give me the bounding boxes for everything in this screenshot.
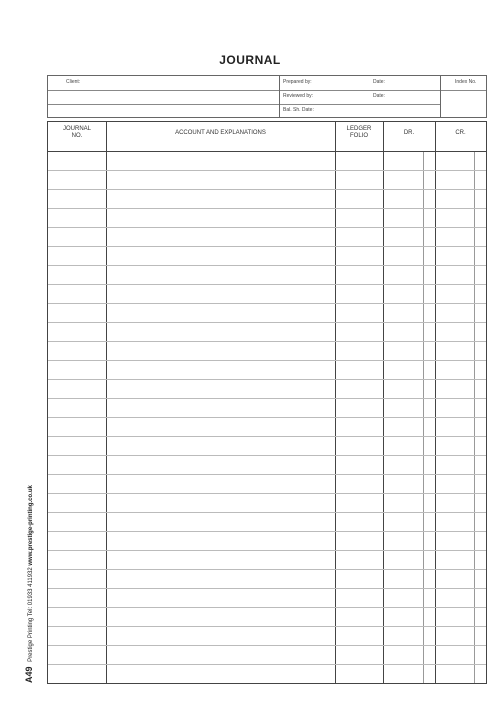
printer-name: Prestige Printing [28, 617, 34, 662]
account-header: ACCOUNT AND EXPLANATIONS [175, 130, 266, 136]
ruled-line [48, 398, 486, 399]
form-code: A49 [24, 666, 34, 683]
dr-header: DR. [403, 130, 415, 136]
ruled-line [48, 569, 486, 570]
cr-header: CR. [455, 130, 466, 136]
ruled-line [48, 341, 486, 342]
ruled-line [48, 436, 486, 437]
ruled-line [48, 379, 486, 380]
client-label: Client: [66, 79, 81, 85]
prepared-by-label: Prepared by: [283, 79, 312, 85]
printer-imprint [24, 485, 34, 683]
ruled-line [48, 170, 486, 171]
ruled-line [48, 607, 486, 608]
column-divider [335, 122, 336, 683]
divider [48, 90, 486, 91]
reviewed-by-label: Reviewed by: [283, 93, 314, 99]
date-label: Date: [373, 79, 385, 85]
ruled-line [48, 645, 486, 646]
column-divider [383, 122, 384, 683]
ruled-line [48, 208, 486, 209]
ruled-line [48, 246, 486, 247]
ruled-line [48, 303, 486, 304]
journal-no-header: JOURNAL NO. [62, 126, 91, 139]
ruled-line [48, 455, 486, 456]
ruled-line [48, 284, 486, 285]
printer-tel: Tel: 01933 411932 [28, 567, 34, 617]
ledger-folio-header: LEDGER FOLIO [346, 126, 372, 139]
ruled-line [48, 474, 486, 475]
ruled-line [48, 588, 486, 589]
ruled-line [48, 360, 486, 361]
ruled-line [48, 417, 486, 418]
ruled-line [48, 512, 486, 513]
divider [440, 76, 441, 117]
column-divider [435, 122, 436, 683]
divider [279, 76, 280, 117]
ruled-line [48, 626, 486, 627]
ruled-line [48, 531, 486, 532]
printer-website: www.prestige-printing.co.uk [28, 485, 34, 566]
bal-sh-date-label: Bal. Sh. Date: [283, 107, 314, 113]
ruled-line [48, 265, 486, 266]
journal-table [47, 121, 487, 684]
ruled-line [48, 550, 486, 551]
header-info-box [47, 75, 487, 118]
ruled-line [48, 151, 486, 152]
ruled-line [48, 493, 486, 494]
ruled-line [48, 189, 486, 190]
page-title: JOURNAL [219, 53, 281, 67]
date-label: Date: [373, 93, 385, 99]
column-divider [106, 122, 107, 683]
ruled-line [48, 227, 486, 228]
index-no-label: Index No. [455, 79, 477, 85]
ruled-line [48, 664, 486, 665]
ruled-line [48, 322, 486, 323]
divider [48, 104, 440, 105]
